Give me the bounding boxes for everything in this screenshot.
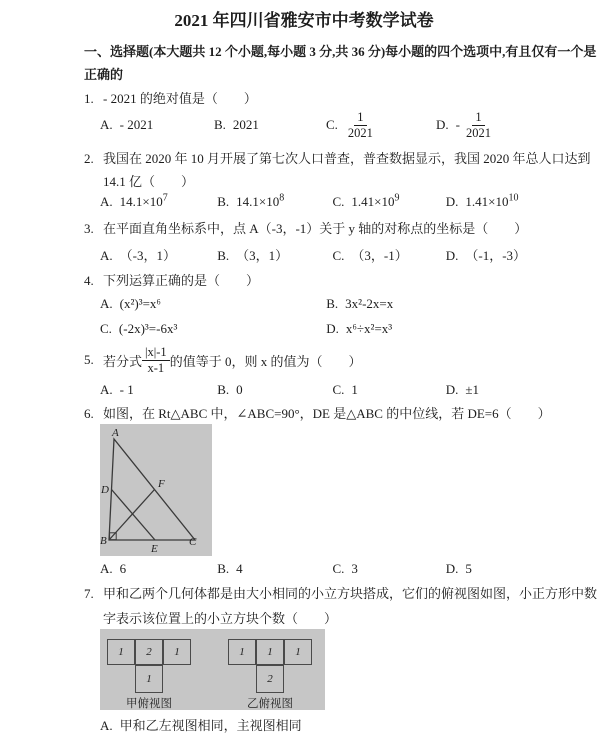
fraction: $\frac{1}{2021}$: [465, 110, 491, 140]
option-d: D. - $\frac{1}{2021}$: [436, 110, 494, 140]
option-d: D. 5: [445, 561, 472, 577]
yi-cell-1: 1: [228, 639, 256, 665]
stem-text: 我国在 2020 年 10 月开展了第七次人口普查，普查数据显示，我国 2020 年总人口达到: [103, 151, 591, 166]
section-header-line1: 一、选择题(本大题共 12 个小题,每小题 3 分,共 36 分)每小题的四个选项中,有且仅有一个是: [84, 44, 597, 59]
question-number: 6.: [84, 406, 94, 421]
question-5-options: [100, 381, 479, 398]
stem-pre: 若分式: [103, 353, 143, 369]
section-header-line2: 正确的: [84, 67, 124, 82]
yi-caption: 乙俯视图: [247, 698, 293, 710]
question-7-option-a: A. 甲和乙左视图相同，主视图相同: [100, 718, 302, 733]
question-1-stem: [84, 88, 257, 107]
option-c: C. $1.41\times 10^9$: [332, 192, 400, 210]
option-a: A. - 2021: [100, 117, 154, 132]
option-c: C. 1: [332, 382, 358, 398]
top-view-figure: [100, 629, 325, 710]
question-5-stem: [84, 340, 361, 380]
question-7-stem-line1: [84, 583, 597, 602]
fraction: $\frac{1}{2021}$: [347, 110, 373, 140]
option-b: B. 0: [217, 382, 243, 398]
stem-text: 如图，在 Rt△ABC 中，∠ABC=90°，DE 是△ABC 的中位线，若 DE=6（ ）: [103, 406, 551, 421]
option-a: A. （-3，1）: [100, 248, 176, 263]
label-E: E: [151, 543, 158, 555]
jia-cell-2: 2: [135, 639, 163, 665]
label-C: C: [189, 536, 197, 548]
question-4-options-row1: [100, 295, 393, 312]
label-A: A: [112, 427, 119, 439]
question-2-options: [100, 193, 518, 210]
option-a: A. 6: [100, 561, 127, 577]
option-d: D. $1.41\times 10^{10}$: [445, 192, 519, 210]
option-b: B. $14.1\times 10^8$: [217, 192, 285, 210]
jia-caption: 甲俯视图: [126, 698, 172, 710]
stem-text: 在平面直角坐标系中，点 A（-3，-1）关于 y 轴的对称点的坐标是（ ）: [103, 221, 528, 236]
option-a: A. $14.1\times 10^7$: [100, 192, 168, 210]
question-6-options: [100, 560, 472, 577]
option-c: C. 3: [332, 561, 358, 577]
stem-text: 甲和乙两个几何体都是由大小相同的小立方块搭成，它们的俯视图如图，小正方形中数: [103, 586, 598, 601]
question-number: 7.: [84, 586, 94, 601]
question-2-stem-line2: 14.1 亿（ ）: [103, 174, 195, 189]
option-a: A. (x²)³=x⁶: [100, 296, 161, 312]
option-d: D. x⁶÷x²=x³: [326, 321, 393, 337]
fraction: $\frac{|x|-1}{x-1}$: [142, 345, 170, 375]
question-number: 3.: [84, 221, 94, 236]
jia-cell-3: 1: [163, 639, 191, 665]
stem-text: 下列运算正确的是（ ）: [103, 273, 260, 288]
stem-post: 的值等于 0，则 x 的值为（ ）: [169, 353, 362, 369]
question-number: 2.: [84, 151, 94, 166]
option-d: D. （-1，-3）: [445, 248, 527, 263]
label-D: D: [101, 484, 109, 496]
question-6-stem: [84, 403, 551, 422]
jia-cell-1: 1: [107, 639, 135, 665]
option-b: B. 4: [217, 561, 243, 577]
option-d: D. ±1: [445, 382, 480, 398]
jia-cell-bottom: 1: [135, 665, 163, 693]
option-c: C. （3，-1）: [332, 248, 408, 263]
label-F: F: [158, 478, 165, 490]
exam-title: 2021 年四川省雅安市中考数学试卷: [174, 11, 434, 30]
triangle-figure: [100, 424, 212, 556]
question-number: 4.: [84, 273, 94, 288]
label-B: B: [100, 535, 107, 547]
yi-cell-2: 1: [256, 639, 284, 665]
question-number: 5.: [84, 352, 94, 367]
question-4-options-row2: [100, 320, 392, 337]
yi-cell-bottom: 2: [256, 665, 284, 693]
yi-cell-3: 1: [284, 639, 312, 665]
question-number: 1.: [84, 91, 94, 106]
option-a: A. - 1: [100, 382, 134, 398]
option-b: B. （3，1）: [217, 248, 289, 263]
option-b: B. 3x²-2x=x: [326, 296, 394, 312]
question-3-options: [100, 245, 526, 264]
question-4-stem: [84, 270, 259, 289]
option-c: C. $\frac{1}{2021}$: [326, 110, 436, 140]
question-1-options: [100, 106, 494, 144]
question-7-stem-line2: 字表示该位置上的小立方块个数（ ）: [103, 611, 338, 626]
question-2-stem-line1: [84, 148, 591, 167]
option-b: B. 2021: [214, 117, 259, 132]
option-c: C. (-2x)³=-6x³: [100, 321, 178, 337]
question-3-stem: [84, 218, 527, 237]
stem-text: - 2021 的绝对值是（ ）: [103, 91, 257, 106]
